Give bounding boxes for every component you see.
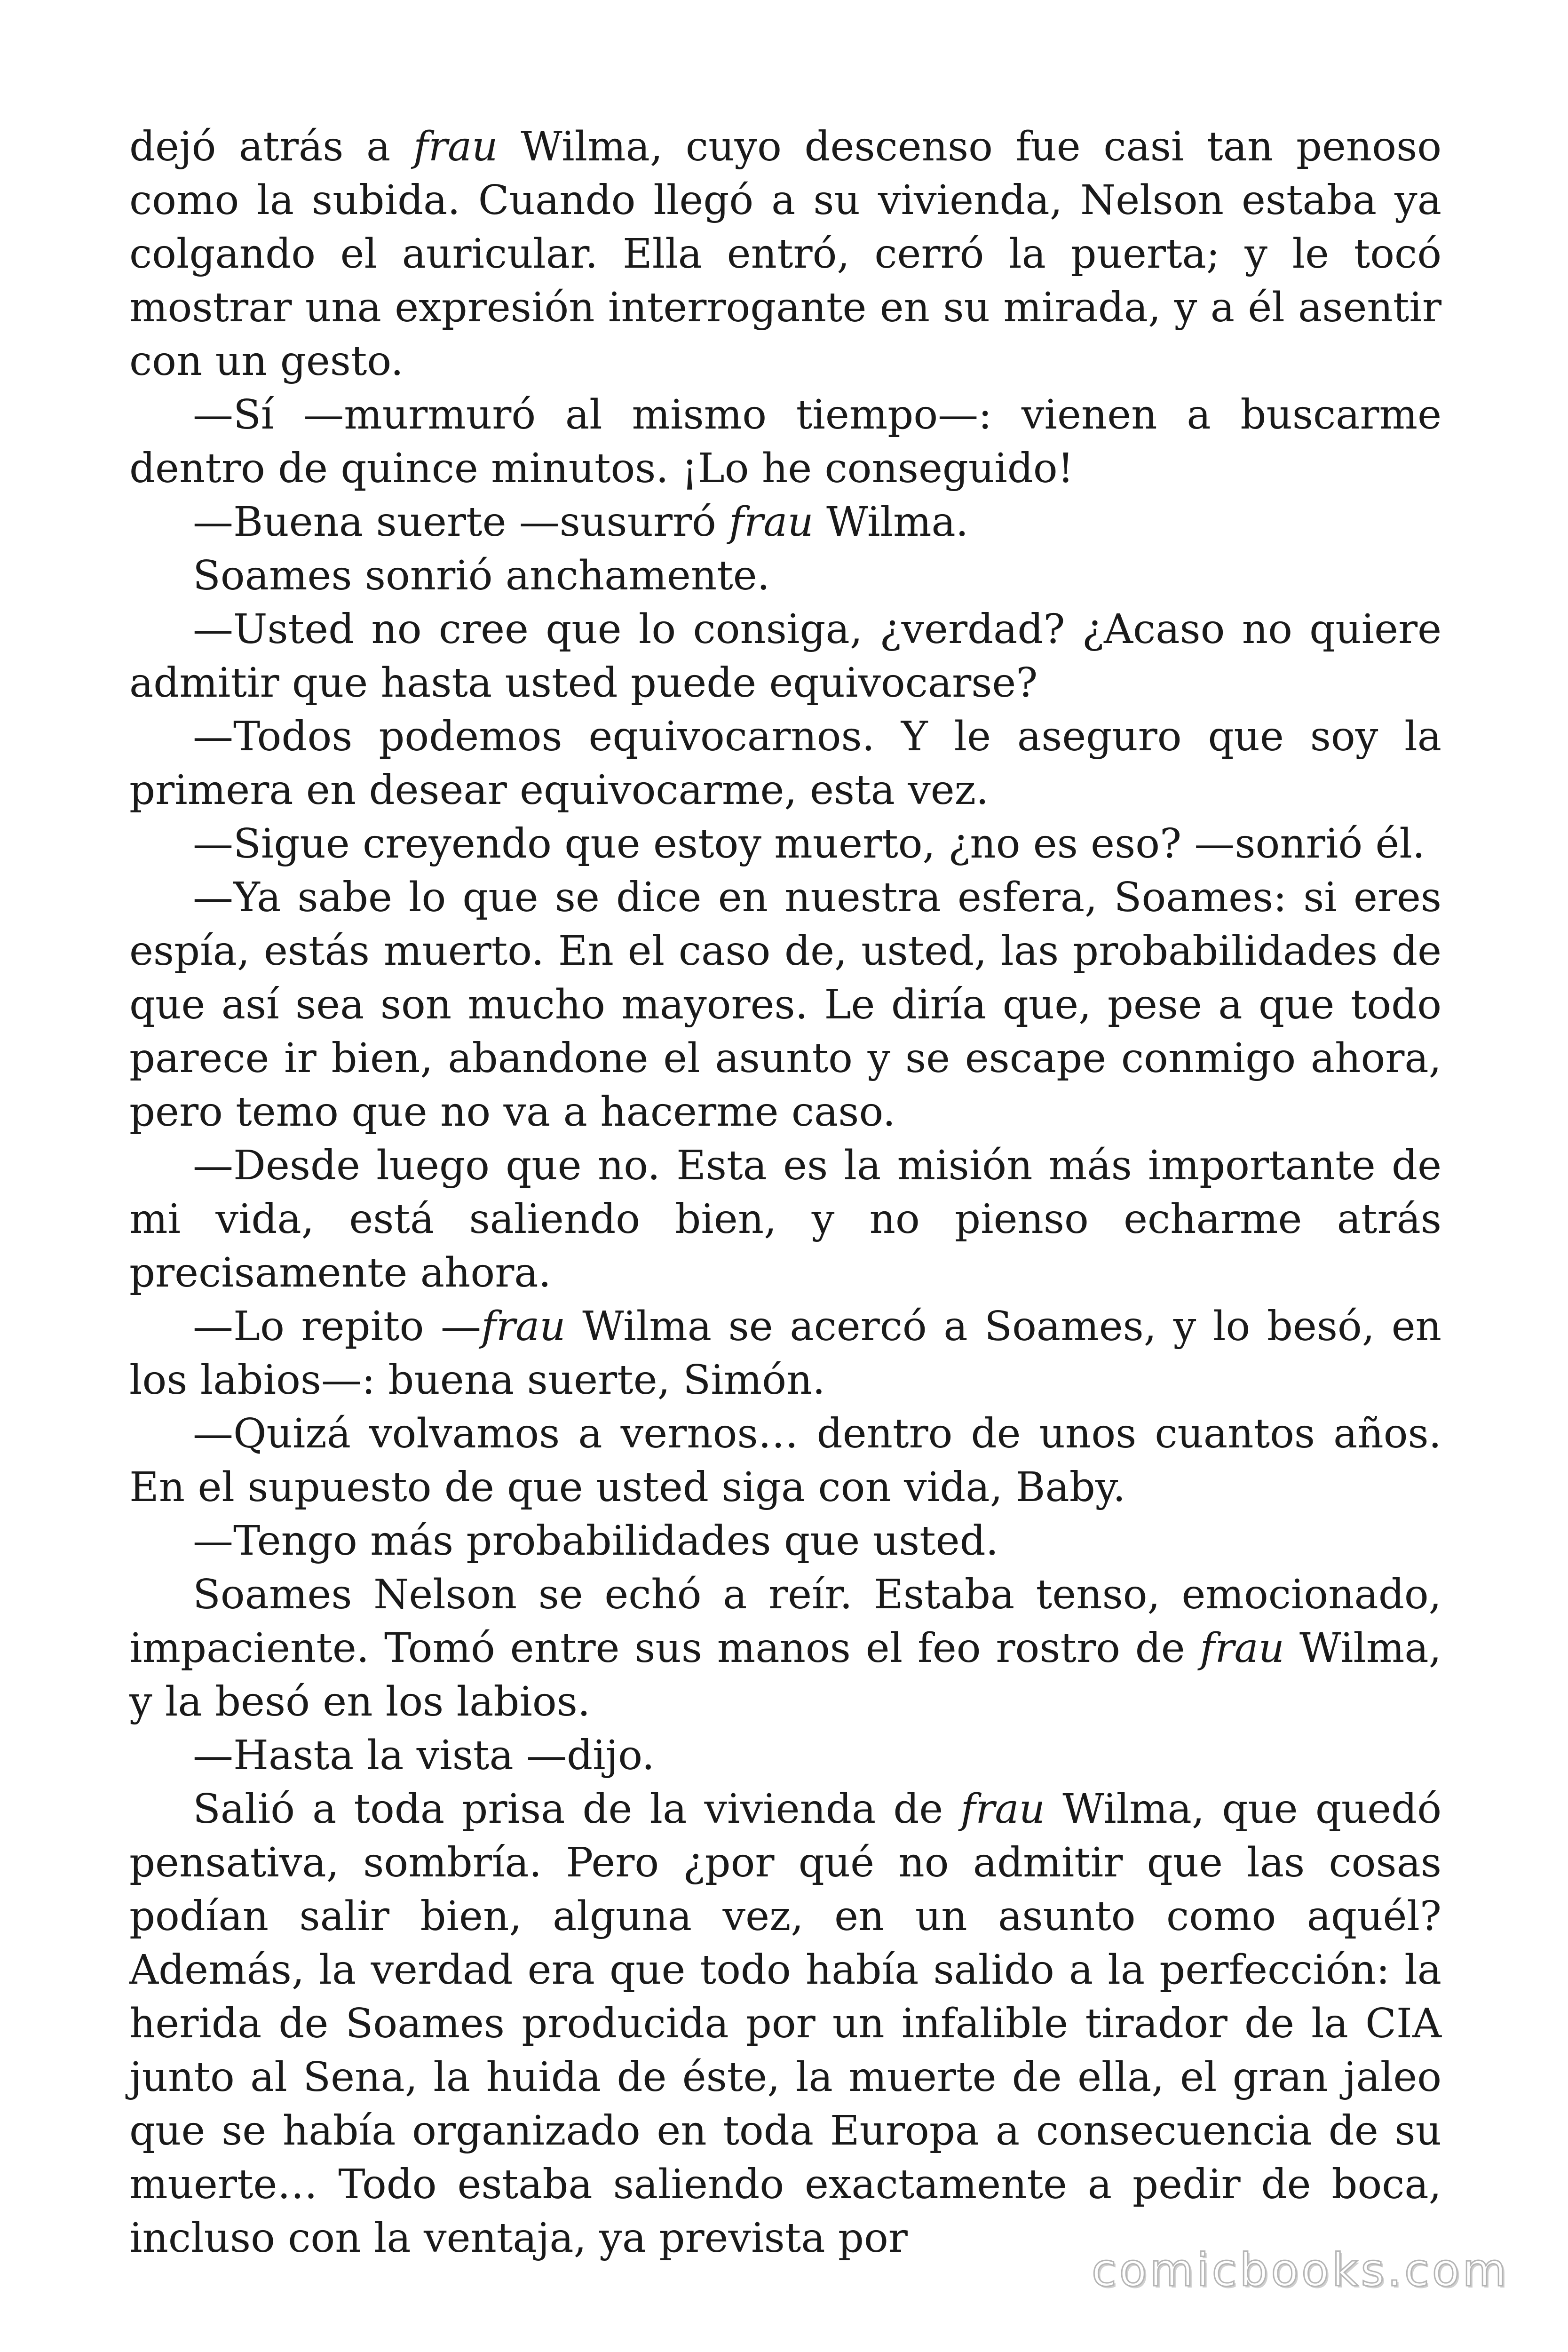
- text-run: —Desde luego que no. Esta es la misión más importante de mi vida, está saliendo bien, y no pienso echarme atrás precisamente ahora.: [129, 1142, 1441, 1296]
- italic-word: frau: [729, 499, 814, 546]
- italic-word: frau: [413, 123, 498, 170]
- text-run: —Hasta la vista —dijo.: [193, 1732, 655, 1779]
- paragraph: [129, 1407, 1441, 1514]
- italic-word: frau: [481, 1303, 566, 1350]
- text-run: —Quizá volvamos a vernos… dentro de unos cuantos años. En el supuesto de que usted siga con vida, Baby.: [129, 1410, 1441, 1511]
- paragraph: [129, 1782, 1441, 2265]
- paragraph: [129, 1139, 1441, 1300]
- paragraph: [129, 871, 1441, 1139]
- paragraph: [129, 710, 1441, 817]
- text-run: —Sí —murmuró al mismo tiempo—: vienen a buscarme dentro de quince minutos. ¡Lo he conseguido!: [129, 391, 1441, 492]
- paragraph: [129, 1300, 1441, 1407]
- text-run: dejó atrás a: [129, 123, 413, 170]
- paragraph: [129, 495, 1441, 549]
- text-run: Wilma, y la besó en los labios.: [129, 1625, 1442, 1725]
- text-run: Soames sonrió anchamente.: [193, 552, 770, 599]
- text-run: —Usted no cree que lo consiga, ¿verdad? ¿Acaso no quiere admitir que hasta usted puede equivocarse?: [129, 606, 1441, 707]
- text-run: —Tengo más probabilidades que usted.: [193, 1518, 999, 1565]
- italic-word: frau: [1200, 1625, 1285, 1672]
- text-run: Wilma, cuyo descenso fue casi tan penoso como la subida. Cuando llegó a su vivienda, Nelson estaba ya colgando el auricular. Ella entró, cerró la puerta; y le tocó mostrar una expresión interrogante en su mirada, y a él asentir con un gesto.: [129, 123, 1441, 385]
- paragraph: [129, 1514, 1441, 1568]
- text-run: Soames Nelson se echó a reír. Estaba tenso, emocionado, impaciente. Tomó entre sus manos el feo rostro de: [129, 1571, 1441, 1672]
- paragraph: [129, 1568, 1441, 1729]
- text-run: —Buena suerte —susurró: [193, 499, 729, 546]
- paragraph: [129, 817, 1441, 871]
- text-run: Wilma.: [813, 499, 969, 546]
- watermark-logo: comicbooks.com: [1091, 2244, 1509, 2296]
- paragraph: [129, 549, 1441, 603]
- text-run: Wilma se acercó a Soames, y lo besó, en los labios—: buena suerte, Simón.: [129, 1303, 1441, 1404]
- text-run: —Lo repito —: [193, 1303, 482, 1350]
- paragraph: [129, 388, 1441, 495]
- paragraph: [129, 603, 1441, 710]
- paragraph: [129, 1729, 1441, 1782]
- italic-word: frau: [960, 1786, 1045, 1833]
- page-text-body: [129, 120, 1441, 2265]
- text-run: Wilma, que quedó pensativa, sombría. Pero ¿por qué no admitir que las cosas podían salir bien, alguna vez, en un asunto como aquél? Además, la verdad era que todo había salido a la perfección: la herida de Soames producida por un infalible tirador de la CIA junto al Sena, la huida de éste, la muerte de ella, el gran jaleo que se había organizado en toda Europa a consecuencia de su muerte… Todo estaba saliendo exactamente a pedir de boca, incluso con la ventaja, ya prevista por: [129, 1786, 1441, 2262]
- text-run: —Todos podemos equivocarnos. Y le aseguro que soy la primera en desear equivocarme, esta vez.: [129, 713, 1441, 814]
- text-run: Salió a toda prisa de la vivienda de: [193, 1786, 961, 1833]
- text-run: —Ya sabe lo que se dice en nuestra esfera, Soames: si eres espía, estás muerto. En el caso de, usted, las probabilidades de que así sea son mucho mayores. Le diría que, pese a que todo parece ir bien, abandone el asunto y se escape conmigo ahora, pero temo que no va a hacerme caso.: [129, 874, 1441, 1136]
- paragraph: [129, 120, 1441, 388]
- text-run: —Sigue creyendo que estoy muerto, ¿no es eso? —sonrió él.: [193, 820, 1425, 867]
